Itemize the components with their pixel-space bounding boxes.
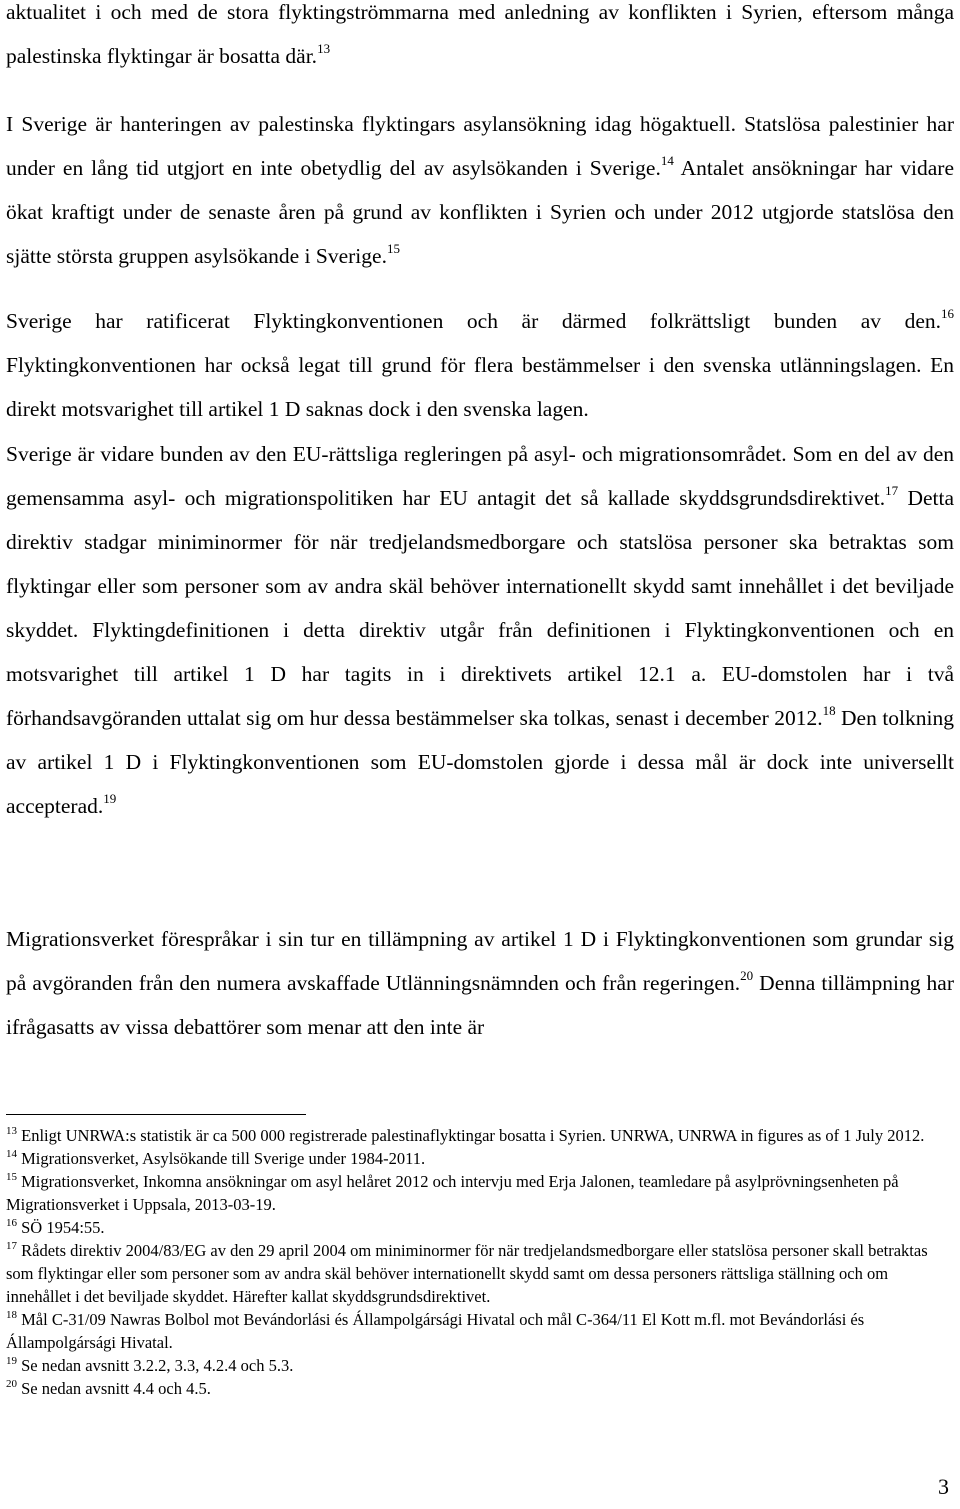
footnote-number: 20 <box>6 1377 17 1390</box>
paragraph-4 <box>6 432 954 828</box>
footnote-number: 15 <box>6 1170 17 1183</box>
footnote-number: 18 <box>6 1308 17 1321</box>
paragraph-1 <box>6 0 954 78</box>
footnote-ref-14[interactable]: 14 <box>660 152 674 168</box>
footnote-number: 16 <box>6 1216 17 1229</box>
footnote-number: 19 <box>6 1354 17 1367</box>
paragraph-text: Den tolkning av artikel 1 D i Flyktingkonventionen som EU-domstolen gjorde i dessa mål är dock inte universellt accepterad. <box>6 706 954 818</box>
footnote-ref-17[interactable]: 17 <box>885 482 899 498</box>
paragraph-text: Sverige har ratificerat Flyktingkonventionen och är därmed folkrättsligt bunden av den. <box>6 309 941 333</box>
footnote-20 <box>6 1377 950 1400</box>
footnote-text: Migrationsverket, Inkomna ansökningar om asyl helåret 2012 och intervju med Erja Jalonen, teamledare på asylprövningsenheten på Migrationsverket i Uppsala, 2013-03-19. <box>6 1172 899 1214</box>
footnote-text: Se nedan avsnitt 3.2.2, 3.3, 4.2.4 och 5.3. <box>21 1356 294 1375</box>
footnote-ref-16[interactable]: 16 <box>941 305 954 321</box>
footnote-17 <box>6 1239 950 1308</box>
footnote-text: Mål C-31/09 Nawras Bolbol mot Bevándorlási és Állampolgársági Hivatal och mål C-364/11 El Kott m.fl. mot Bevándorlási és Állampolgársági Hivatal. <box>6 1310 865 1352</box>
footnotes <box>6 1124 950 1400</box>
footnote-ref-15[interactable]: 15 <box>386 240 400 256</box>
footnote-number: 13 <box>6 1124 17 1137</box>
footnote-ref-13[interactable]: 13 <box>317 40 331 56</box>
footnote-18 <box>6 1308 950 1354</box>
footnote-15 <box>6 1170 950 1216</box>
footnote-ref-20[interactable]: 20 <box>740 967 754 983</box>
paragraph-text: Sverige är vidare bunden av den EU-rättsliga regleringen på asyl- och migrationsområdet. Som en del av den gemensamma asyl- och migrationspolitiken har EU antagit det så kallade skyddsgrundsdirektivet. <box>6 442 954 510</box>
page-number: 3 <box>938 1474 949 1499</box>
paragraph-5 <box>6 917 954 1049</box>
paragraph-text: Denna tillämpning har ifrågasatts av vissa debattörer som menar att den inte är <box>6 971 954 1039</box>
paragraph-3 <box>6 299 954 431</box>
footnote-text: SÖ 1954:55. <box>21 1218 105 1237</box>
footnote-text: Rådets direktiv 2004/83/EG av den 29 april 2004 om miniminormer för när tredjelandsmedborgare eller statslösa personer skall betraktas som flyktingar eller som personer som av andra skäl behöver internationellt skydd samt om dessa personers rättsliga ställning och om innehållet i det beviljade skyddet. Härefter kallat skyddsgrundsdirektivet. <box>6 1241 928 1306</box>
paragraph-text: Detta direktiv stadgar miniminormer för när tredjelandsmedborgare och statslösa personer ska betraktas som flyktingar eller som personer som av andra skäl behöver internationellt skydd samt innehållet i det beviljade skyddet. Flyktingdefinitionen i detta direktiv utgår från definitionen i Flyktingkonventionen och en motsvarighet till artikel 1 D har tagits in i direktivets artikel 12.1 a. EU-domstolen har i två förhandsavgöranden uttalat sig om hur dessa bestämmelser ska tolkas, senast i december 2012. <box>6 486 954 730</box>
footnote-text: Migrationsverket, Asylsökande till Sverige under 1984-2011. <box>21 1149 426 1168</box>
footnote-16 <box>6 1216 950 1239</box>
paragraph-text: Flyktingkonventionen har också legat till grund för flera bestämmelser i den svenska utlänningslagen. En direkt motsvarighet till artikel 1 D saknas dock i den svenska lagen. <box>6 353 954 421</box>
footnote-text: Se nedan avsnitt 4.4 och 4.5. <box>21 1379 211 1398</box>
footnote-number: 17 <box>6 1239 17 1252</box>
footnote-14 <box>6 1147 950 1170</box>
footnote-number: 14 <box>6 1147 17 1160</box>
paragraph-text: I Sverige är hanteringen av palestinska flyktingars asylansökning idag högaktuell. Statslösa palestinier har under en lång tid utgjort en inte obetydlig del av asylsökanden i Sverige. <box>6 112 954 180</box>
paragraph-text: Migrationsverket förespråkar i sin tur en tillämpning av artikel 1 D i Flyktingkonventionen som grundar sig på avgöranden från den numera avskaffade Utlänningsnämnden och från regeringen. <box>6 927 954 995</box>
footnote-text: Enligt UNRWA:s statistik är ca 500 000 registrerade palestinaflyktingar bosatta i Syrien. UNRWA, UNRWA in figures as of 1 July 2012. <box>21 1126 925 1145</box>
paragraph-text: Antalet ansökningar har vidare ökat kraftigt under de senaste åren på grund av konflikten i Syrien och under 2012 utgjorde statslösa den sjätte största gruppen asylsökande i Sverige. <box>6 156 954 268</box>
footnote-ref-19[interactable]: 19 <box>103 790 117 806</box>
paragraph-2 <box>6 102 954 278</box>
footnote-ref-18[interactable]: 18 <box>822 702 836 718</box>
footnote-19 <box>6 1354 950 1377</box>
footnote-13 <box>6 1124 950 1147</box>
paragraph-text: aktualitet i och med de stora flyktingströmmarna med anledning av konflikten i Syrien, eftersom många palestinska flyktingar är bosatta där. <box>6 0 954 68</box>
footnote-separator <box>6 1114 306 1115</box>
